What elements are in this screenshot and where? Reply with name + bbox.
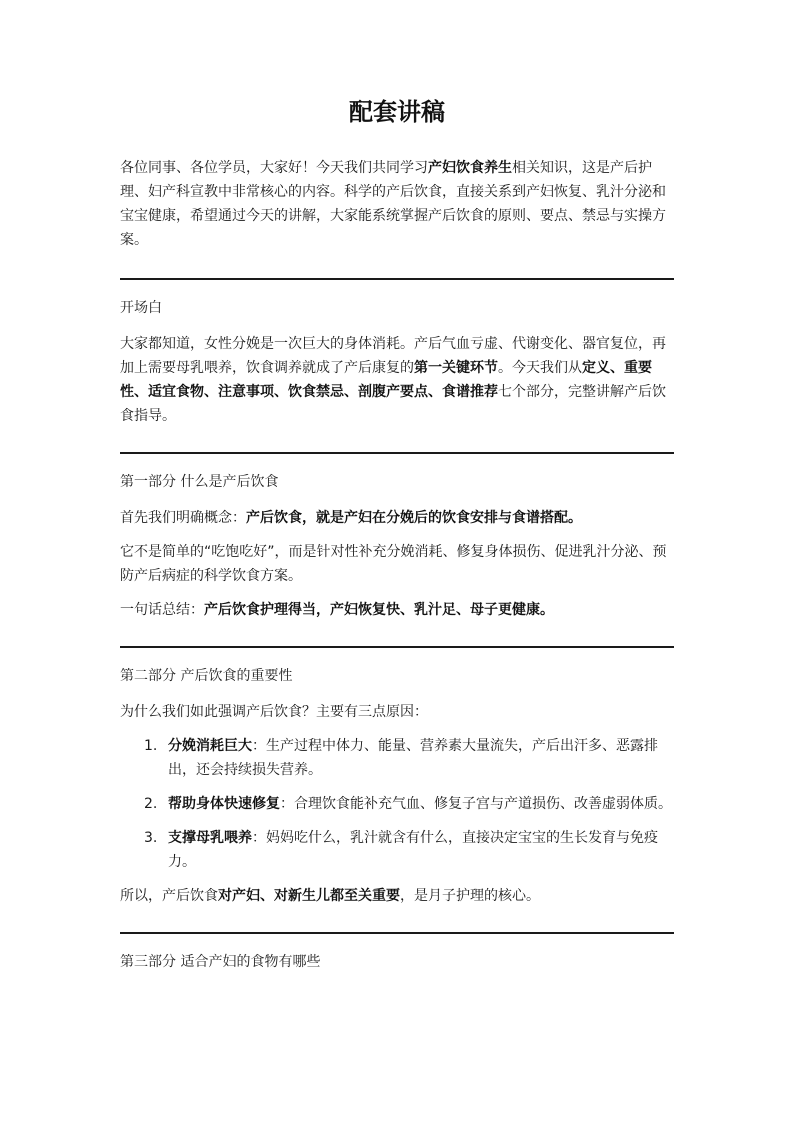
part1-summary-paragraph <box>120 598 674 622</box>
page-title: 配套讲稿 <box>349 98 445 126</box>
part2-close-text-1: 所以，产后饮食 <box>120 888 218 904</box>
part1-description-paragraph: 它不是简单的“吃饱吃好”，而是针对性补充分娩消耗、修复身体损伤、促进乳汁分泌、预防产后病症的科学饮食方案。 <box>120 544 667 584</box>
intro-text-1: 各位同事、各位学员，大家好！今天我们共同学习 <box>120 160 428 176</box>
part2-close-bold: 对产妇、对新生儿都至关重要 <box>218 888 400 904</box>
section-heading-part1: 第一部分 什么是产后饮食 <box>120 474 279 490</box>
list-item-number: 1. <box>144 738 158 754</box>
part2-lead-paragraph: 为什么我们如此强调产后饮食？主要有三点原因： <box>120 704 428 720</box>
intro-text-2: 相关知识，这是产后护理、妇产科宣教中非常核心的内容。科学的产后饮食，直接关系到产妇恢复、乳汁分泌和宝宝健康，希望通过今天的讲解，大家能系统掌握产后饮食的原则、要点、禁忌与实操方案。 <box>120 160 666 248</box>
part2-closing-paragraph <box>120 884 674 908</box>
opening-text-2: 。今天我们从 <box>498 360 582 376</box>
section-part2 <box>120 648 674 932</box>
list-item-bold: 分娩消耗巨大 <box>168 738 252 754</box>
opening-text-3: 七个部分，完整讲解产后饮食指导。 <box>120 384 666 424</box>
list-item-bold: 支撑母乳喂养 <box>168 830 252 846</box>
list-item-number: 2. <box>144 796 158 812</box>
list-item-text: ：妈妈吃什么，乳汁就含有什么，直接决定宝宝的生长发育与免疫力。 <box>168 830 658 870</box>
reasons-list <box>120 734 674 874</box>
list-item <box>120 734 674 782</box>
list-item-text: ：生产过程中体力、能量、营养素大量流失，产后出汗多、恶露排出，还会持续损失营养。 <box>168 738 658 778</box>
part1-definition-paragraph <box>120 506 674 530</box>
list-item-text: ：合理饮食能补充气血、修复子宫与产道损伤、改善虚弱体质。 <box>280 796 672 812</box>
section-heading-part2: 第二部分 产后饮食的重要性 <box>120 668 293 684</box>
part1-p1-bold: 产后饮食，就是产妇在分娩后的饮食安排与食谱搭配。 <box>246 510 582 526</box>
list-item <box>120 792 674 816</box>
opening-paragraph <box>120 332 674 428</box>
list-item-bold: 帮助身体快速修复 <box>168 796 280 812</box>
section-opening <box>120 280 674 452</box>
section-part1 <box>120 454 674 646</box>
part1-p3-bold: 产后饮食护理得当，产妇恢复快、乳汁足、母子更健康。 <box>204 602 554 618</box>
part1-p3-text: 一句话总结： <box>120 602 204 618</box>
section-part3 <box>120 934 674 1010</box>
opening-bold-2: 定义、重要性、适宜食物、注意事项、饮食禁忌、剖腹产要点、食谱推荐 <box>120 360 652 400</box>
opening-bold-1: 第一关键环节 <box>414 360 498 376</box>
intro-paragraph <box>120 156 674 252</box>
list-item <box>120 826 674 874</box>
list-item-number: 3. <box>144 830 158 846</box>
intro-bold-1: 产妇饮食养生 <box>428 160 512 176</box>
part2-close-text-2: ，是月子护理的核心。 <box>400 888 540 904</box>
part1-p1-text: 首先我们明确概念： <box>120 510 246 526</box>
section-heading-opening: 开场白 <box>120 300 162 316</box>
section-heading-part3: 第三部分 适合产妇的食物有哪些 <box>120 954 321 970</box>
opening-text-1: 大家都知道，女性分娩是一次巨大的身体消耗。产后气血亏虚、代谢变化、器官复位，再加上需要母乳喂养，饮食调养就成了产后康复的 <box>120 336 666 376</box>
